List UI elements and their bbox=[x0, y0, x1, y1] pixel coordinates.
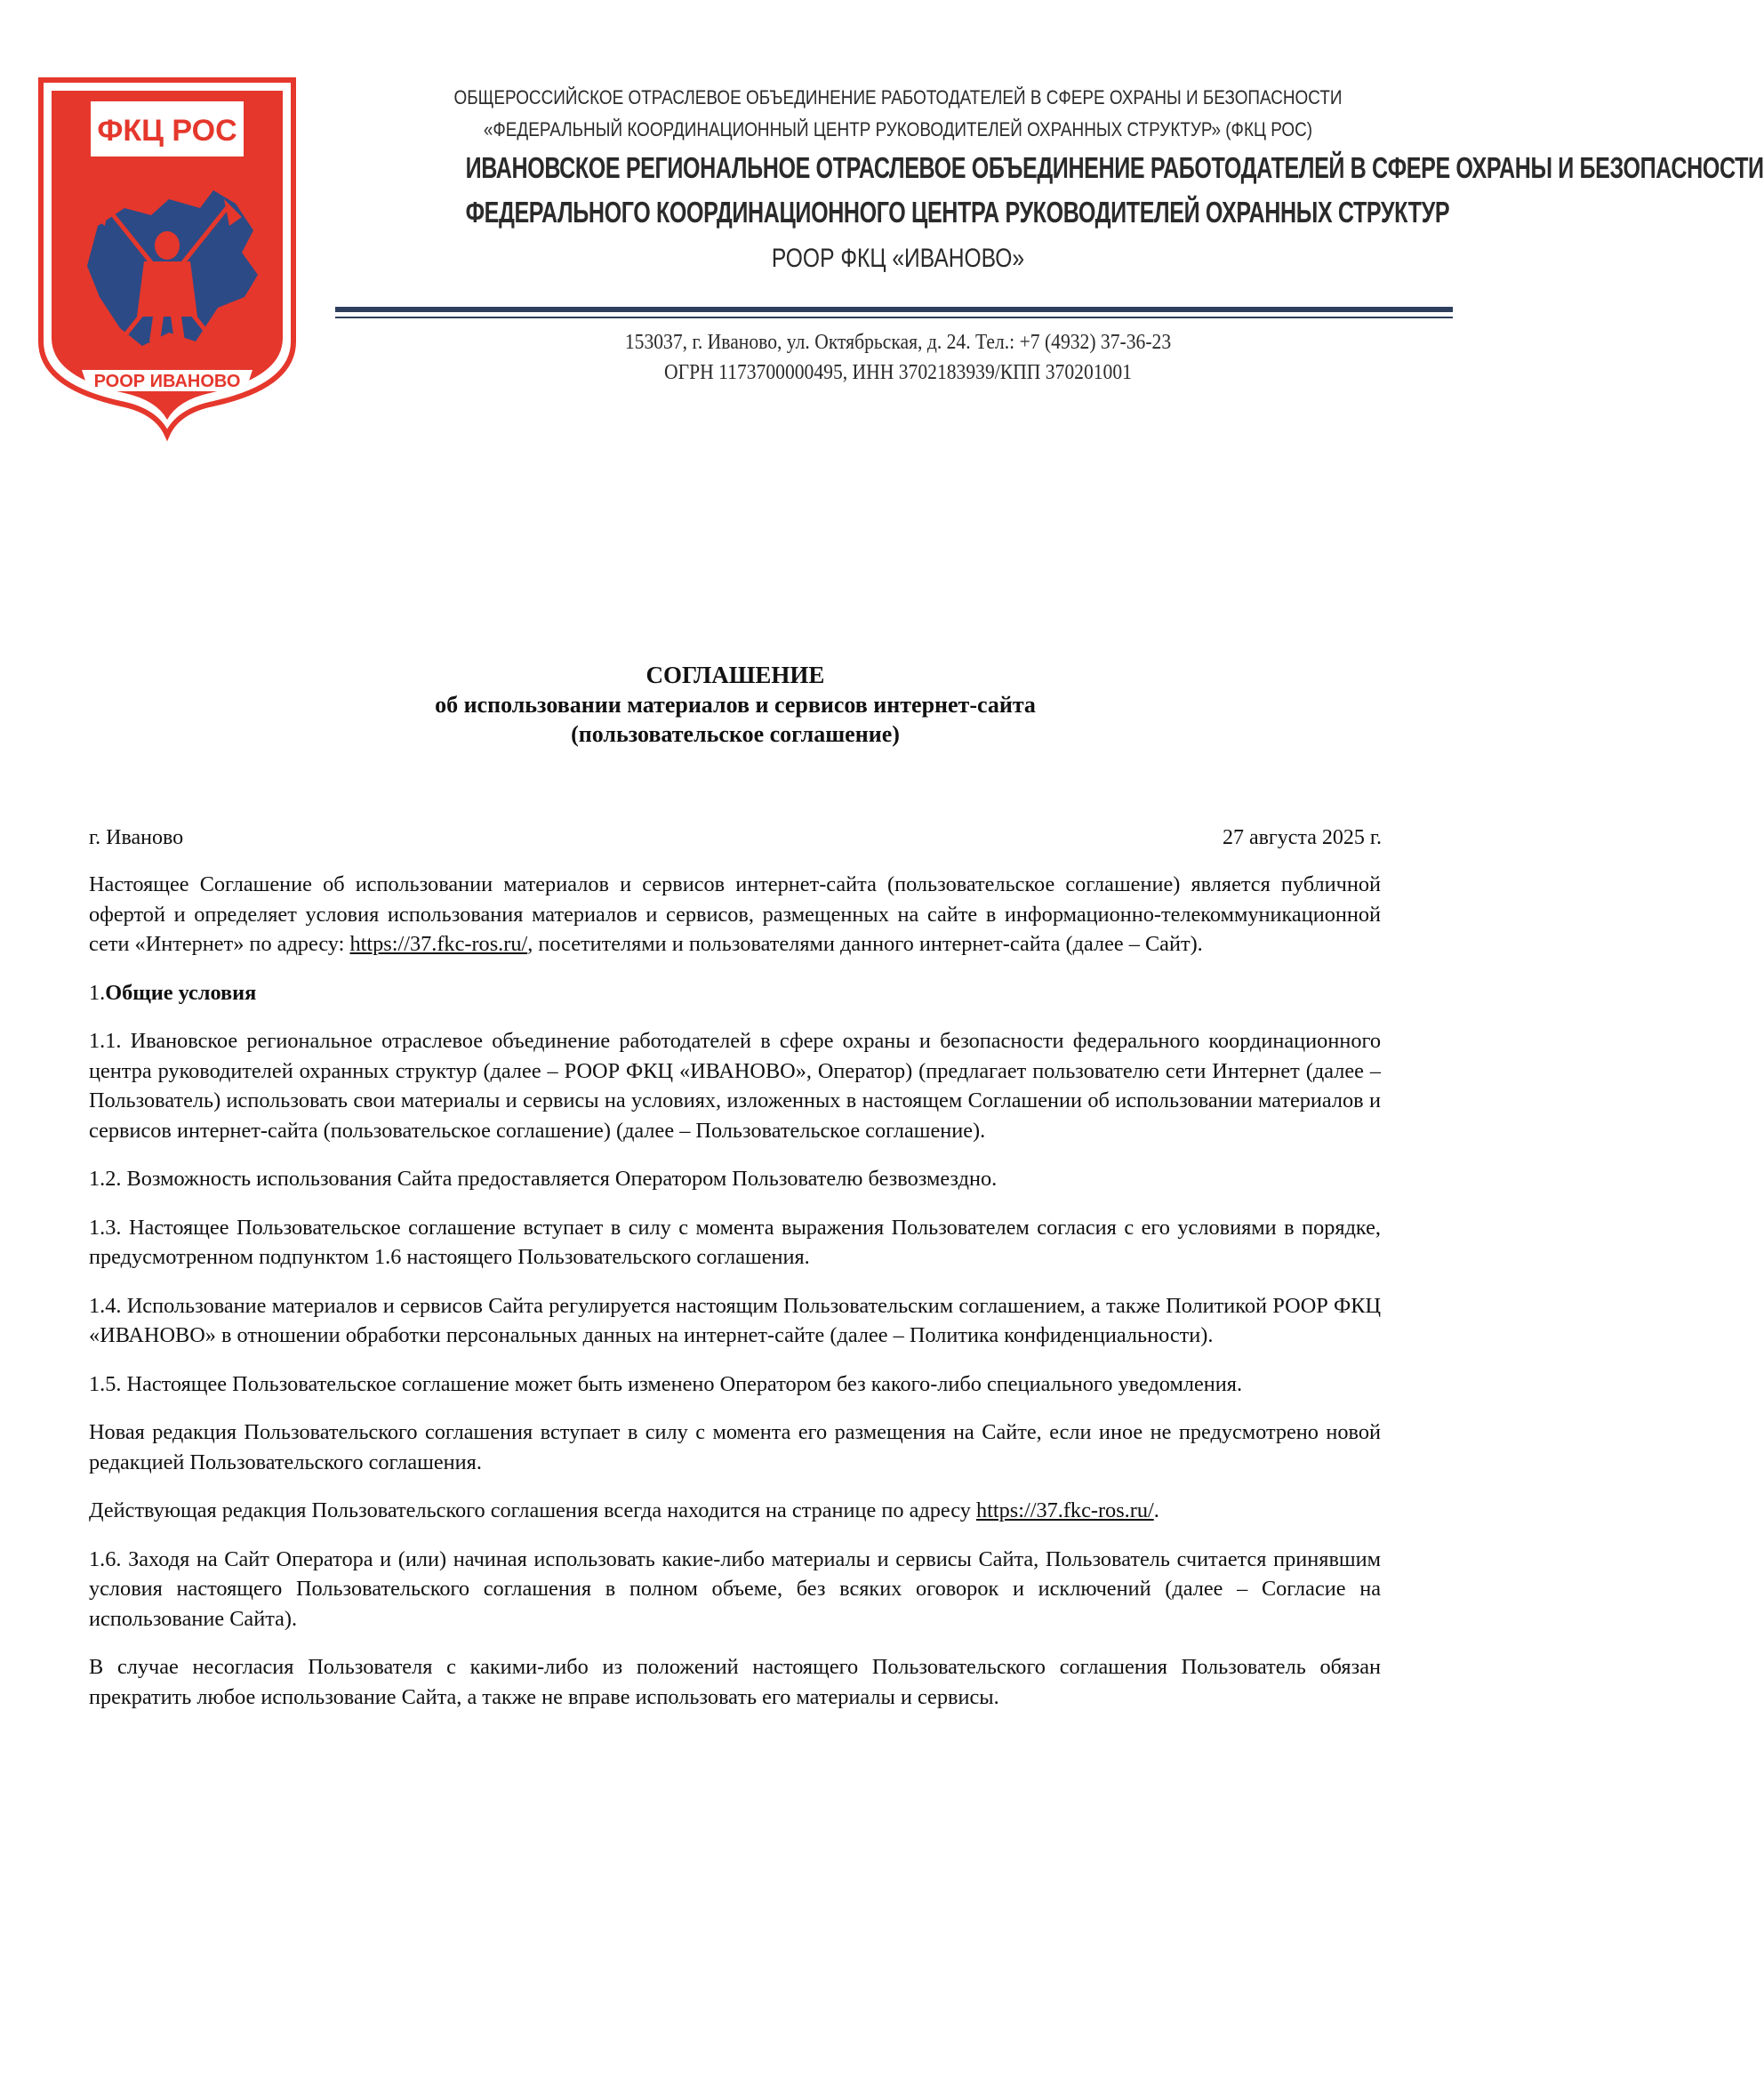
header-rule-thin bbox=[335, 317, 1453, 318]
place: г. Иваново bbox=[89, 826, 184, 849]
org-short-name: РООР ФКЦ «ИВАНОВО» bbox=[771, 244, 1025, 273]
site-link-2[interactable]: https://37.fkc-ros.ru/ bbox=[975, 1498, 1154, 1522]
letterhead bbox=[329, 82, 1764, 281]
place-date-row bbox=[89, 823, 1382, 852]
clause-1-4: 1.4. Использование материалов и сервисов Сайта регулируется настоящим Пользовательским соглашением, а также Политикой РООР ФКЦ «ИВАНОВО» в отношении обработки персональных данных на интернет-сайте (далее – Политика конфиденциальности). bbox=[89, 1293, 1381, 1347]
clause-1-6: 1.6. Заходя на Сайт Оператора и (или) начиная использовать какие-либо материалы и сервисы Сайта, Пользователь считается принявшим условия настоящего Пользовательского соглашения в полном объеме, без всяких оговорок и исключений (далее – Согласие на использование Сайта). bbox=[89, 1546, 1381, 1631]
contacts bbox=[329, 327, 1467, 388]
clause-1-1: 1.1. Ивановское региональное отраслевое объединение работодателей в сфере охраны и безопасности федерального координационного центра руководителей охранных структур (далее – РООР ФКЦ «ИВАНОВО», Оператор) (предлагает пользователю сети Интернет (далее – Пользователь) использовать свои материалы и сервисы на условиях, изложенных в настоящем Соглашении об использовании материалов и сервисов интернет-сайта (пользовательское соглашение) (далее – Пользовательское соглашение). bbox=[89, 1029, 1381, 1143]
title-line1: СОГЛАШЕНИЕ bbox=[645, 662, 825, 688]
header-rule-thick bbox=[335, 307, 1453, 312]
org-name-line4: ФЕДЕРАЛЬНОГО КООРДИНАЦИОННОГО ЦЕНТРА РУКОВОДИТЕЛЕЙ ОХРАННЫХ СТРУКТУР bbox=[465, 196, 1450, 229]
current-edition-end: . bbox=[1153, 1498, 1159, 1522]
org-name-line3: ИВАНОВСКОЕ РЕГИОНАЛЬНОЕ ОТРАСЛЕВОЕ ОБЪЕДИНЕНИЕ РАБОТОДАТЕЛЕЙ В СФЕРЕ ОХРАНЫ И БЕЗОПАСНОСТИ bbox=[465, 151, 1764, 184]
disagreement-paragraph: В случае несогласия Пользователя с какими-либо из положений настоящего Пользовательского соглашения Пользователь обязан прекратить любое использование Сайта, а также не вправе использовать его материалы и сервисы. bbox=[89, 1655, 1381, 1709]
organization-emblem bbox=[36, 75, 299, 439]
section-heading bbox=[89, 978, 1381, 1008]
current-edition-text: Действующая редакция Пользовательского соглашения всегда находится на странице по адресу bbox=[89, 1498, 976, 1522]
section-title: Общие условия bbox=[105, 980, 257, 1005]
emblem-top-text: ФКЦ РОС bbox=[97, 114, 237, 148]
org-name-line2: «ФЕДЕРАЛЬНЫЙ КООРДИНАЦИОННЫЙ ЦЕНТР РУКОВОДИТЕЛЕЙ ОХРАННЫХ СТРУКТУР» (ФКЦ РОС) bbox=[483, 118, 1313, 141]
intro-text-end: , посетителями и пользователями данного интернет-сайта (далее – Сайт). bbox=[527, 932, 1203, 956]
new-edition-paragraph: Новая редакция Пользовательского соглашения вступает в силу с момента его размещения на Сайте, если иное не предусмотрено новой редакцией Пользовательского соглашения. bbox=[89, 1420, 1381, 1474]
clause-1-3: 1.3. Настоящее Пользовательское соглашение вступает в силу с момента выражения Пользователем согласия с его условиями в порядке, предусмотренном подпунктом 1.6 настоящего Пользовательского соглашения. bbox=[89, 1215, 1381, 1269]
address: 153037, г. Иваново, ул. Октябрьская, д. 24. Тел.: +7 (4932) 37-36-23 bbox=[624, 331, 1172, 354]
clause-1-2: 1.2. Возможность использования Сайта предоставляется Оператором Пользователю безвозмездно. bbox=[89, 1167, 998, 1191]
org-name-line1: ОБЩЕРОССИЙСКОЕ ОТРАСЛЕВОЕ ОБЪЕДИНЕНИЕ РАБОТОДАТЕЛЕЙ В СФЕРЕ ОХРАНЫ И БЕЗОПАСНОСТИ bbox=[453, 86, 1343, 108]
current-edition-paragraph bbox=[89, 1496, 1381, 1526]
document-body bbox=[89, 870, 1381, 1731]
date: 27 августа 2025 г. bbox=[1222, 826, 1382, 849]
document-title bbox=[0, 661, 1471, 749]
requisites: ОГРН 1173700000495, ИНН 3702183939/КПП 370201001 bbox=[664, 361, 1132, 384]
title-line2: об использовании материалов и сервисов интернет-сайта bbox=[435, 692, 1036, 718]
clause-1-5: 1.5. Настоящее Пользовательское соглашение может быть изменено Оператором без какого-либо специального уведомления. bbox=[89, 1371, 1243, 1396]
site-link[interactable]: https://37.fkc-ros.ru/ bbox=[349, 932, 528, 956]
section-number: 1. bbox=[89, 980, 106, 1005]
intro-text: Настоящее Соглашение об использовании материалов и сервисов интернет-сайта (пользовательское соглашение) является публичной офертой и определяет условия использования материалов и сервисов, размещенных на сайте в информационно-телекоммуникационной сети «Интернет» по адресу: bbox=[89, 872, 1381, 956]
title-line3: (пользовательское соглашение) bbox=[571, 721, 900, 747]
emblem-bottom-text: РООР ИВАНОВО bbox=[93, 372, 241, 391]
intro-paragraph bbox=[89, 870, 1381, 960]
